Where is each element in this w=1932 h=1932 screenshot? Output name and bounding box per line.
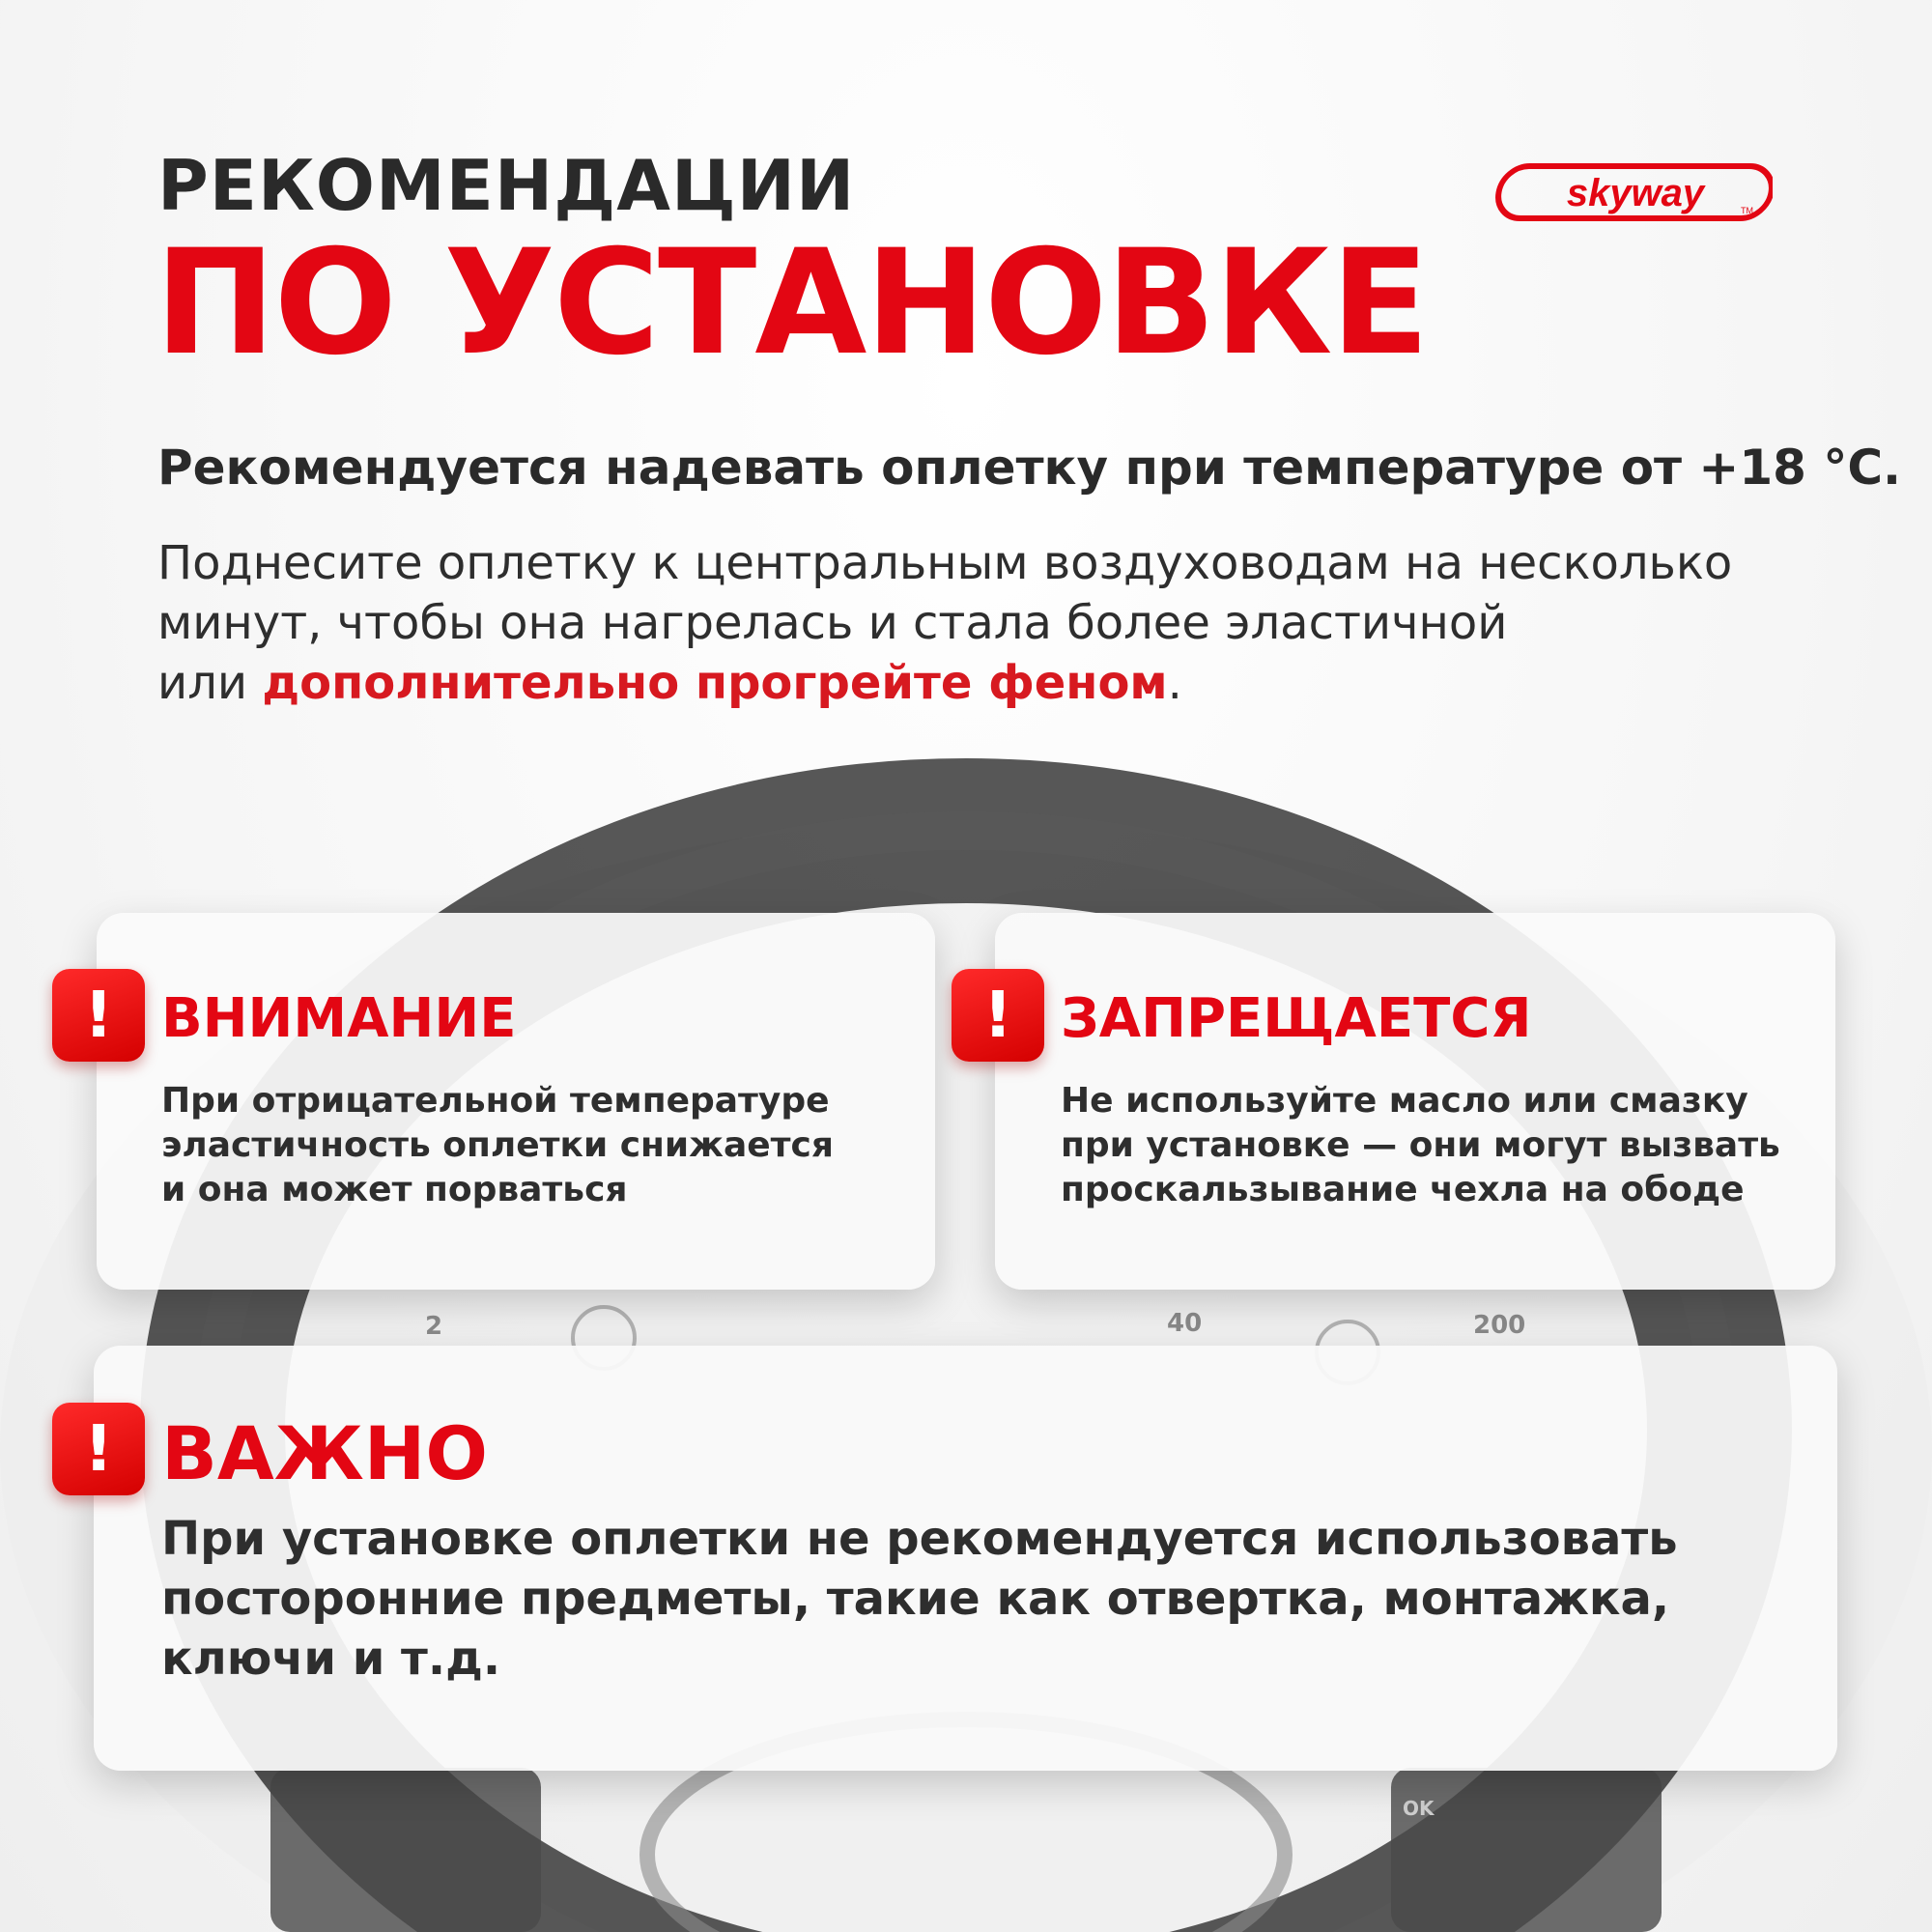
intro-line2: минут, чтобы она нагрелась и стала более эластичной (157, 596, 1508, 650)
intro-line1: Поднесите оплетку к центральным воздуховодам на несколько (157, 536, 1733, 590)
attention-text-line2: эластичность оплетки снижается (161, 1125, 834, 1165)
attention-text-line1: При отрицательной температуре (161, 1081, 830, 1121)
exclamation-icon: ! (52, 969, 145, 1062)
important-text-line1: При установке оплетки не рекомендуется использовать (161, 1512, 1678, 1566)
forbidden-text-line3: проскальзывание чехла на ободе (1061, 1170, 1745, 1209)
important-text-line3: ключи и т.д. (161, 1632, 501, 1686)
wheel-ok-button-label: OK (1403, 1797, 1435, 1820)
exclamation-icon: ! (952, 969, 1044, 1062)
gauge-tick-left-label: 2 (425, 1312, 443, 1341)
forbidden-text-line1: Не используйте масло или смазку (1061, 1081, 1748, 1121)
intro-line3-suffix: . (1167, 656, 1182, 710)
attention-title: ВНИМАНИЕ (161, 987, 517, 1050)
important-text-line2: посторонние предметы, такие как отвертка, монтажка, (161, 1572, 1670, 1626)
intro-accent-text: дополнительно прогрейте феном (262, 656, 1168, 710)
logo-tm: TM (1741, 206, 1753, 215)
page-title-line1: РЕКОМЕНДАЦИИ (157, 145, 856, 226)
gauge-tick-mid-label: 40 (1167, 1309, 1203, 1338)
intro-line3-prefix: или (157, 656, 263, 710)
attention-text (161, 1079, 905, 1212)
forbidden-title: ЗАПРЕЩАЕТСЯ (1061, 987, 1532, 1050)
important-title: ВАЖНО (161, 1410, 488, 1496)
important-text (161, 1509, 1823, 1689)
skyway-logo (1492, 162, 1773, 222)
intro-paragraph (157, 533, 1819, 713)
intro-line3 (157, 653, 1819, 713)
logo-text: skyway (1566, 172, 1705, 214)
exclamation-icon: ! (52, 1403, 145, 1495)
forbidden-text-line2: при установке — они могут вызвать (1061, 1125, 1780, 1165)
intro-lead: Рекомендуется надевать оплетку при температуре от +18 °C. (157, 440, 1902, 496)
gauge-tick-right-label: 200 (1473, 1311, 1526, 1340)
attention-text-line3: и она может порваться (161, 1170, 628, 1209)
page-title-line2: ПО УСТАНОВКЕ (155, 219, 1428, 387)
forbidden-text (1061, 1079, 1814, 1212)
